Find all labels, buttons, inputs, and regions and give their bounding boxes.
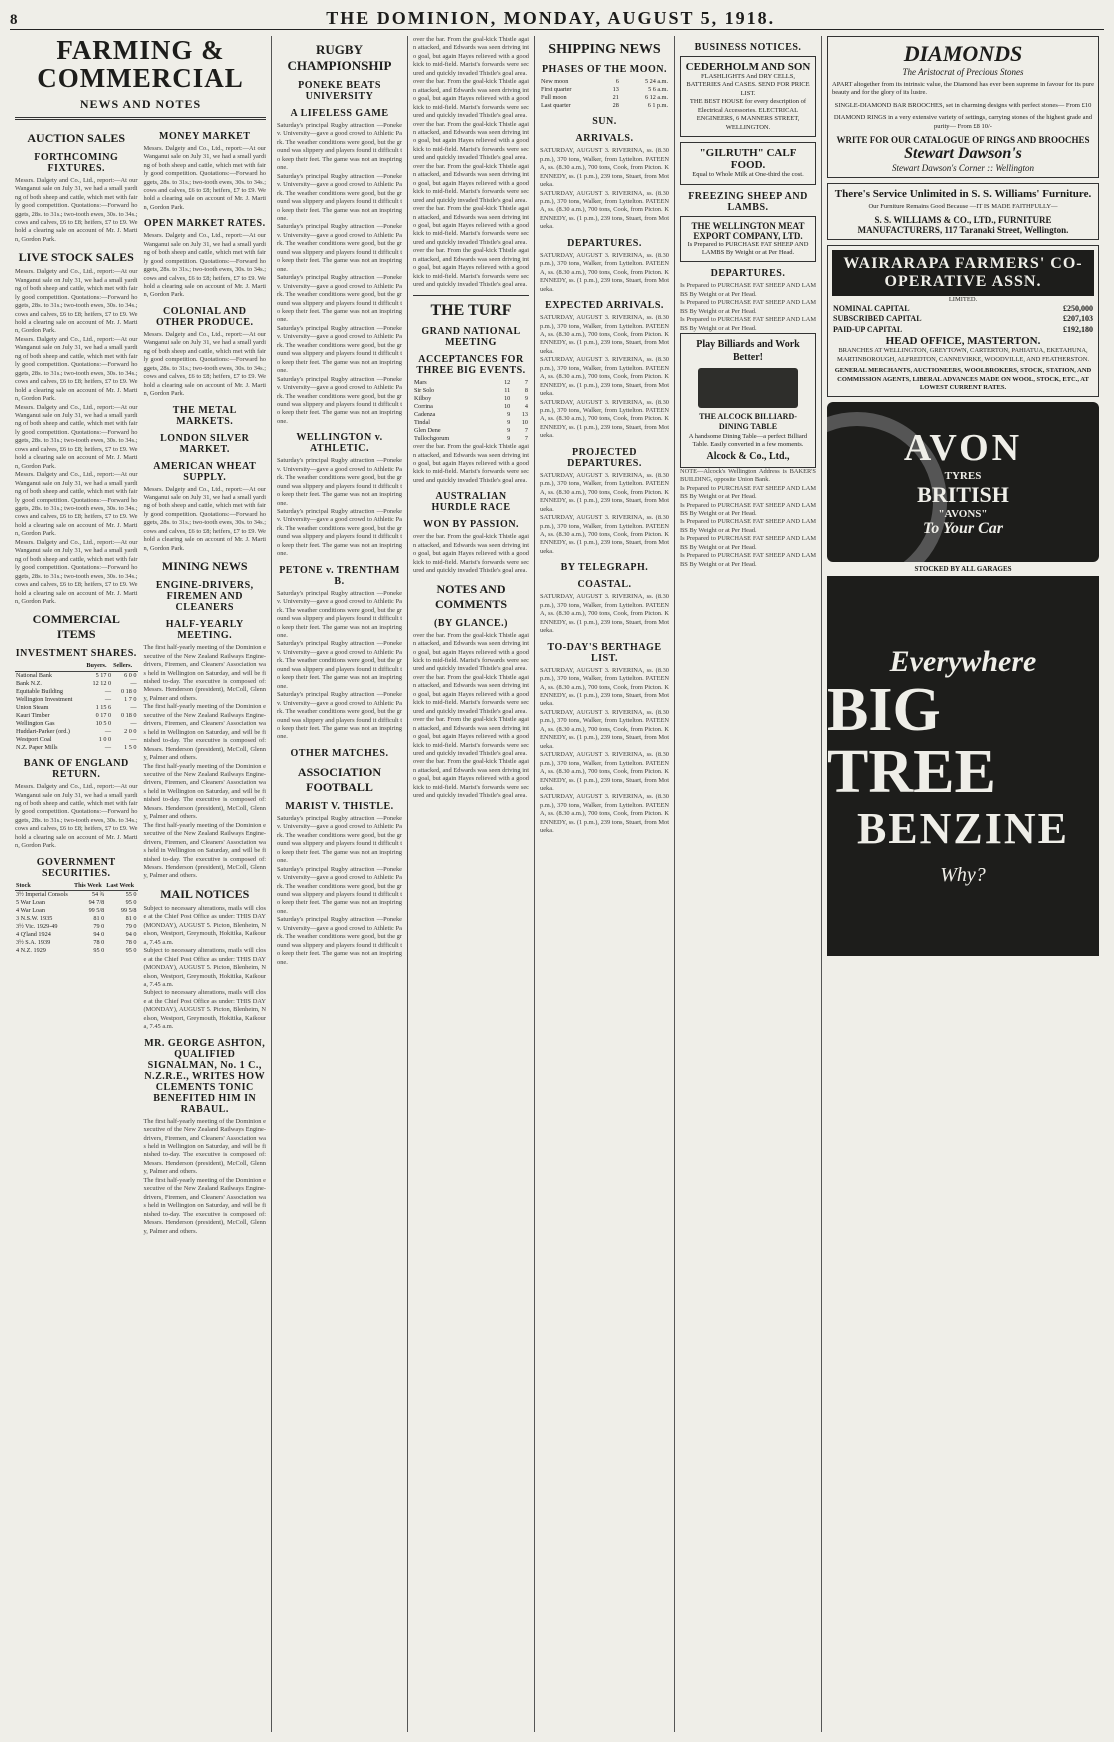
table-row: SUBSCRIBED CAPITAL £207,103	[833, 314, 1093, 324]
departures-text: SATURDAY, AUGUST 3. RIVERINA, ss. (8.30 p.m.), 370 tons, Walker, from Lyttelton. PATEENA, ss. (8.30 a.m.), 700 tons, Cook, from Picton. KENNEDY, ss. (1 p.m.), 239 tons, Stuart, from Motueka.	[540, 251, 671, 293]
fixtures-head: FORTHCOMING FIXTURES.	[34, 151, 119, 174]
table-row: 3 N.S.W. 1935 81 0 81 0	[16, 915, 137, 922]
column-shipping	[535, 36, 675, 1732]
rugby-subhead2: A LIFELESS GAME	[290, 108, 389, 119]
rugby-text-4: Saturday's principal Rugby attraction —Poneke v. University—gave a good crowd to Athletic Park. The weather conditions were good, but the ground was slippery and players found it difficult to keep their feet. The game was not an inspiring one.	[277, 274, 404, 324]
column-turf	[408, 36, 535, 1732]
money-market-head: MONEY MARKET	[159, 130, 251, 142]
berthage-text: SATURDAY, AUGUST 3. RIVERINA, ss. (8.30 p.m.), 370 tons, Walker, from Lyttelton. PATEENA, ss. (8.30 a.m.), 700 tons, Cook, from Picton. KENNEDY, ss. (1 p.m.), 239 tons, Stuart, from Motueka.	[540, 666, 671, 708]
projected-text: SATURDAY, AUGUST 3. RIVERINA, ss. (8.30 p.m.), 370 tons, Walker, from Lyttelton. PATEENA, ss. (8.30 a.m.), 700 tons, Cook, from Picton. KENNEDY, ss. (1 p.m.), 239 tons, Stuart, from Motueka.	[540, 471, 671, 513]
association-head: ASSOCIATION FOOTBALL	[297, 764, 382, 794]
other-matches-head: OTHER MATCHES.	[290, 747, 389, 759]
arrivals-head: ARRIVALS.	[575, 133, 634, 145]
wellington-athletic-head: WELLINGTON v. ATHLETIC.	[296, 432, 383, 455]
shipping-headline: SHIPPING NEWS	[548, 42, 661, 57]
freezing-head: FREEZING SHEEP AND LAMBS.	[688, 190, 808, 213]
table-row: 4 War Loan 99 5/8 99 5/8	[16, 906, 137, 914]
berthage-text-4: SATURDAY, AUGUST 3. RIVERINA, ss. (8.30 p.m.), 370 tons, Walker, from Lyttelton. PATEENA, ss. (8.30 a.m.), 700 tons, Cook, from Picton. KENNEDY, ss. (1 p.m.), 239 tons, Stuart, from Motueka.	[540, 793, 671, 835]
notes-text: over the bar. From the goal-kick Thistle again attacked, and Edwards was seen driving into goal, but again Hayes relieved with a good kick to mid-field. Marist's forwards were secured and quickly invaded Thistle's goal area.	[413, 631, 531, 673]
col5-departures-text-3: Is Prepared to PURCHASE FAT SHEEP AND LAMBS By Weight or at Per Head.	[680, 316, 816, 332]
bank-head: BANK OF ENGLAND RETURN.	[23, 758, 129, 781]
col5-text: Is Prepared to PURCHASE FAT SHEEP AND LAMBS By Weight or at Per Head.	[680, 484, 816, 501]
notes-byline: (BY GLANCE.)	[434, 617, 508, 629]
table-row: Glen Dene 9 7	[414, 426, 528, 434]
table-row: Huddart-Parker (ord.) — 2 0 0	[16, 727, 137, 735]
auction-sales-head: AUCTION SALES	[27, 130, 126, 145]
colonial-text: Messrs. Dalgety and Co., Ltd., report:—At our Wanganui sale on July 31, we had a small yarding of both sheep and cattle, which met with fairly good competition. Quotations:—Forward hoggets, 28s. to 31s.; two-tooth ewes, 30s. to 34s.; cows and calves, £6 to £8; heifers, £7 to £9. We hold a clearing sale on account of Mr. J. Martin, Gordon Park.	[143, 330, 268, 398]
table-row: NOMINAL CAPITAL £250,000	[833, 304, 1093, 314]
col5-departures-text: Is Prepared to PURCHASE FAT SHEEP AND LAMBS By Weight or at Per Head.	[680, 282, 816, 298]
table-row: 3½ S.A. 1939 78 0 78 0	[16, 939, 137, 947]
table-row: First quarter 13 5 6 a.m.	[541, 86, 668, 94]
masthead	[10, 8, 1104, 30]
table-row: Mars 12 7	[414, 378, 528, 386]
wellington-text-2: Saturday's principal Rugby attraction —Poneke v. University—gave a good crowd to Athletic Park. The weather conditions were good, but the ground was slippery and players found it difficult to keep their feet. The game was not an inspiring one.	[277, 508, 404, 558]
rugby-text-2: Saturday's principal Rugby attraction —Poneke v. University—gave a good crowd to Athletic Park. The weather conditions were good, but the ground was slippery and players found it difficult to keep their feet. The game was not an inspiring one.	[277, 172, 404, 222]
marist-cont-5: over the bar. From the goal-kick Thistle again attacked, and Edwards was seen driving into goal, but again Hayes relieved with a good kick to mid-field. Marist's forwards were secured and quickly invaded Thistle's goal area.	[413, 205, 531, 246]
rugby-headline: RUGBY CHAMPIONSHIP	[287, 42, 392, 73]
livestock-text-2: Messrs. Dalgety and Co., Ltd., report:—At our Wanganui sale on July 31, we had a small yarding of both sheep and cattle, which met with fairly good competition. Quotations:—Forward hoggets, 28s. to 31s.; two-tooth ewes, 30s. to 34s.; cows and calves, £6 to £8; heifers, £7 to £9. We hold a clearing sale on account of Mr. J. Martin, Gordon Park.	[15, 335, 140, 403]
table-row: Equitable Building — 0 18 0	[16, 687, 137, 695]
marist-cont-3: over the bar. From the goal-kick Thistle again attacked, and Edwards was seen driving into goal, but again Hayes relieved with a good kick to mid-field. Marist's forwards were secured and quickly invaded Thistle's goal area.	[413, 120, 531, 162]
silver-head: LONDON SILVER MARKET.	[160, 432, 250, 455]
page-number: 8	[10, 12, 18, 28]
table-row: 3½ Vic. 1929-49 79 0 79 0	[16, 923, 137, 931]
investment-table: Buyers. Sellers. National Bank 5 17 0 6 0 0 Bank N.Z. 12 12 0 — Equitable Building — 0 18 0 Wellington Investment — 1 7 0 Union Steam 1 15 6 — Kauri Timber 0 17 0 0 18 0 Wellington Gas 10 5 0 — Huddart-Parker (ord.) — 2 0 0 Westport Coal 1 0 0 — N.Z. Paper Mills — 1 5 0	[16, 662, 137, 752]
marist-cont-2: over the bar. From the goal-kick Thistle again attacked, and Edwards was seen driving into goal, but again Hayes relieved with a good kick to mid-field. Marist's forwards were secured and quickly invaded Thistle's goal area.	[413, 78, 531, 120]
cederholm-ad: CEDERHOLM AND SON FLASHLIGHTS And DRY CELLS, BATTERIES And CASES. SEND FOR PRICE LIST. THE BEST HOUSE for every description of Electrical Accessories. ELECTRICAL ENGINEERS, 6 MANNERS STREET, WELLINGTON.	[680, 56, 816, 137]
engine-text: The first half-yearly meeting of the Dominion executive of the New Zealand Railways Engine-drivers, Firemen, and Cleaners' Association was held in Wellington on Saturday, and will be finished to-day. The executive is composed of: Messrs. Henderson (president), McColl, Glenny, Palmer and others.	[143, 644, 268, 702]
col5-text-2: Is Prepared to PURCHASE FAT SHEEP AND LAMBS By Weight or at Per Head.	[680, 501, 816, 518]
telegraph-head: BY TELEGRAPH.	[560, 562, 649, 574]
avon-tyres-ad: AVON TYRES BRITISH "AVONS" To Your Car	[827, 402, 1099, 562]
livestock-head: LIVE STOCK SALES	[18, 250, 134, 265]
rugby-text-3: Saturday's principal Rugby attraction —Poneke v. University—gave a good crowd to Athletic Park. The weather conditions were good, but the ground was slippery and players found it difficult to keep their feet. The game was not an inspiring one.	[277, 223, 404, 273]
livestock-text-3: Messrs. Dalgety and Co., Ltd., report:—At our Wanganui sale on July 31, we had a small yarding of both sheep and cattle, which met with fairly good competition. Quotations:—Forward hoggets, 28s. to 31s.; two-tooth ewes, 30s. to 34s.; cows and calves, £6 to £8; heifers, £7 to £9. We hold a clearing sale on account of Mr. J. Martin, Gordon Park.	[15, 403, 140, 470]
wheat-head: AMERICAN WHEAT SUPPLY.	[153, 460, 257, 483]
metal-head: THE METAL MARKETS.	[172, 404, 237, 427]
money-text: Messrs. Dalgety and Co., Ltd., report:—At our Wanganui sale on July 31, we had a small yarding of both sheep and cattle, which met with fairly good competition. Quotations:—Forward hoggets, 28s. to 31s.; two-tooth ewes, 30s. to 34s.; cows and calves, £6 to £8; heifers, £7 to £9. We hold a clearing sale on account of Mr. J. Martin, Gordon Park.	[143, 144, 268, 211]
marist-cont-6: over the bar. From the goal-kick Thistle again attacked, and Edwards was seen driving into goal, but again Hayes relieved with a good kick to mid-field. Marist's forwards were secured and quickly invaded Thistle's goal area.	[413, 247, 531, 289]
expected-text-3: SATURDAY, AUGUST 3. RIVERINA, ss. (8.30 p.m.), 370 tons, Walker, from Lyttelton. PATEENA, ss. (8.30 a.m.), 700 tons, Cook, from Picton. KENNEDY, ss. (1 p.m.), 239 tons, Stuart, from Motueka.	[540, 398, 671, 440]
auction-text: Messrs. Dalgety and Co., Ltd., report:—At our Wanganui sale on July 31, we had a small yarding of both sheep and cattle, which met with fairly good competition. Quotations:—Forward hoggets, 28s. to 31s.; two-tooth ewes, 30s. to 34s.; cows and calves, £6 to £8; heifers, £7 to £9. We hold a clearing sale on account of Mr. J. Martin, Gordon Park.	[15, 176, 140, 243]
table-row: Westport Coal 1 0 0 —	[16, 736, 137, 743]
petone-head: PETONE v. TRENTHAM B.	[279, 564, 400, 587]
wellington-text: Saturday's principal Rugby attraction —Poneke v. University—gave a good crowd to Athletic Park. The weather conditions were good, but the ground was slippery and players found it difficult to keep their feet. The game was not an inspiring one.	[277, 457, 404, 507]
ashton-text-2: The first half-yearly meeting of the Dominion executive of the New Zealand Railways Engine-drivers, Firemen, and Cleaners' Association was held in Wellington on Saturday, and will be finished to-day. The executive is composed of: Messrs. Henderson (president), McColl, Glenny, Palmer and others.	[143, 1176, 268, 1235]
rugby-text-6: Saturday's principal Rugby attraction —Poneke v. University—gave a good crowd to Athletic Park. The weather conditions were good, but the ground was slippery and players found it difficult to keep their feet. The game was not an inspiring one.	[277, 375, 404, 425]
marist-cont-4: over the bar. From the goal-kick Thistle again attacked, and Edwards was seen driving into goal, but again Hayes relieved with a good kick to mid-field. Marist's forwards were secured and quickly invaded Thistle's goal area.	[413, 162, 531, 204]
farming-subhead: NEWS AND NOTES	[79, 96, 202, 111]
arrivals-text: SATURDAY, AUGUST 3. RIVERINA, ss. (8.30 p.m.), 370 tons, Walker, from Lyttelton. PATEENA, ss. (8.30 a.m.), 700 tons, Cook, from Picton. KENNEDY, ss. (1 p.m.), 239 tons, Stuart, from Motueka.	[540, 147, 671, 189]
livestock-text: Messrs. Dalgety and Co., Ltd., report:—At our Wanganui sale on July 31, we had a small yarding of both sheep and cattle, which met with fairly good competition. Quotations:—Forward hoggets, 28s. to 31s.; two-tooth ewes, 30s. to 34s.; cows and calves, £6 to £8; heifers, £7 to £9. We hold a clearing sale on account of Mr. J. Martin, Gordon Park.	[15, 268, 140, 335]
marist-cont: over the bar. From the goal-kick Thistle again attacked, and Edwards was seen driving into goal, but again Hayes relieved with a good kick to mid-field. Marist's forwards were secured and quickly invaded Thistle's goal area.	[413, 36, 531, 77]
sun-head: SUN.	[592, 116, 617, 128]
turf-headline: THE TURF	[430, 301, 512, 319]
expected-text: SATURDAY, AUGUST 3. RIVERINA, ss. (8.30 p.m.), 370 tons, Walker, from Lyttelton. PATEENA, ss. (8.30 a.m.), 700 tons, Cook, from Picton. KENNEDY, ss. (1 p.m.), 239 tons, Stuart, from Motueka.	[540, 314, 671, 355]
col5-departures-text-2: Is Prepared to PURCHASE FAT SHEEP AND LAMBS By Weight or at Per Head.	[680, 299, 816, 315]
govt-head: GOVERNMENT SECURITIES.	[36, 856, 116, 879]
colonial-head: COLONIAL AND OTHER PRODUCE.	[155, 305, 254, 328]
livestock-text-5: Messrs. Dalgety and Co., Ltd., report:—At our Wanganui sale on July 31, we had a small yarding of both sheep and cattle, which met with fairly good competition. Quotations:—Forward hoggets, 28s. to 31s.; two-tooth ewes, 30s. to 34s.; cows and calves, £6 to £8; heifers, £7 to £9. We hold a clearing sale on account of Mr. J. Martin, Gordon Park.	[15, 538, 140, 605]
col5-text-4: Is Prepared to PURCHASE FAT SHEEP AND LAMBS By Weight or at Per Head.	[680, 535, 816, 551]
rugby-text-5: Saturday's principal Rugby attraction —Poneke v. University—gave a good crowd to Athletic Park. The weather conditions were good, but the ground was slippery and players found it difficult to keep their feet. The game was not an inspiring one.	[277, 324, 404, 375]
entries-table	[413, 379, 529, 444]
commercial-head: COMMERCIAL ITEMS	[32, 612, 120, 642]
notes-head: NOTES AND COMMENTS	[435, 581, 507, 611]
table-row: 3½ Imperial Consols 54 ¾ 55 0	[16, 890, 137, 898]
ashton-head: MR. GEORGE ASHTON, QUALIFIED SIGNALMAN, No. 1 C., N.Z.R.E., WRITES HOW CLEMENTS TONIC BENEFITED HIM IN RABAUL.	[144, 1037, 266, 1115]
petone-text: Saturday's principal Rugby attraction —Poneke v. University—gave a good crowd to Athletic Park. The weather conditions were good, but the ground was slippery and players found it difficult to keep their feet. The game was not an inspiring one.	[277, 589, 404, 640]
engine-text-3: The first half-yearly meeting of the Dominion executive of the New Zealand Railways Engine-drivers, Firemen, and Cleaners' Association was held in Wellington on Saturday, and will be finished to-day. The executive is composed of: Messrs. Henderson (president), McColl, Glenny, Palmer and others.	[143, 762, 268, 821]
berthage-text-3: SATURDAY, AUGUST 3. RIVERINA, ss. (8.30 p.m.), 370 tons, Walker, from Lyttelton. PATEENA, ss. (8.30 a.m.), 700 tons, Cook, from Picton. KENNEDY, ss. (1 p.m.), 239 tons, Stuart, from Motueka.	[540, 751, 671, 792]
meat-export-ad: THE WELLINGTON MEAT EXPORT COMPANY, LTD. Is Prepared to PURCHASE FAT SHEEP AND LAMBS By Weight or at Per Head.	[680, 216, 816, 263]
farming-headline: FARMING & COMMERCIAL	[37, 36, 244, 94]
turf-text: over the bar. From the goal-kick Thistle again attacked, and Edwards was seen driving into goal, but again Hayes relieved with a good kick to mid-field. Marist's forwards were secured and quickly invaded Thistle's goal area.	[413, 443, 531, 484]
bank-text: Messrs. Dalgety and Co., Ltd., report:—At our Wanganui sale on July 31, we had a small yarding of both sheep and cattle, which met with fairly good competition. Quotations:—Forward hoggets, 28s. to 31s.; two-tooth ewes, 30s. to 34s.; cows and calves, £6 to £8; heifers, £7 to £9. We hold a clearing sale on account of Mr. J. Martin, Gordon Park.	[15, 783, 140, 850]
open-market-head: OPEN MARKET RATES.	[143, 218, 266, 230]
engine-text-2: The first half-yearly meeting of the Dominion executive of the New Zealand Railways Engine-drivers, Firemen, and Cleaners' Association was held in Wellington on Saturday, and will be finished to-day. The executive is composed of: Messrs. Henderson (president), McColl, Glenny, Palmer and others.	[143, 703, 268, 762]
coastal-head: COASTAL.	[577, 579, 632, 591]
table-row: Union Steam 1 15 6 —	[16, 703, 137, 711]
diamonds-ad: DIAMONDS The Aristocrat of Precious Stones APART altogether from its intrinsic value, the Diamond has ever been supreme in favour for its pure beauty and for the glory of its lustre. SINGLE-DIAMOND BAR BROOCHES, set in charming designs with perfect stones— From £10 DIAMOND RINGS in a very extensive variety of settings, carrying stones of the highest grade and purity— From £8 10/- WRITE FOR OUR CATALOGUE OF RINGS AND BROOCHES Stewart Dawson's Stewart Dawson's Corner :: Wellington	[827, 36, 1099, 178]
col5-text-5: Is Prepared to PURCHASE FAT SHEEP AND LAMBS By Weight or at Per Head.	[680, 552, 816, 568]
table-row: Kilboy 10 9	[414, 394, 528, 402]
table-row: Bank N.Z. 12 12 0 —	[16, 679, 137, 687]
investment-head: INVESTMENT SHARES.	[15, 648, 137, 660]
table-row: Sir Solo 11 8	[414, 386, 528, 394]
mail-text-2: Subject to necessary alterations, mails will close at the Chief Post Office as under: THIS DAY (MONDAY), AUGUST 5. Picton, Blenheim, Nelson, Westport, Greymouth, Hokitika, Kaikoura, 7.45 a.m.	[143, 947, 268, 988]
coastal-text: SATURDAY, AUGUST 3. RIVERINA, ss. (8.30 p.m.), 370 tons, Walker, from Lyttelton. PATEENA, ss. (8.30 a.m.), 700 tons, Cook, from Picton. KENNEDY, ss. (1 p.m.), 239 tons, Stuart, from Motueka.	[540, 593, 671, 635]
moon-table	[540, 78, 669, 110]
mail-text-3: Subject to necessary alterations, mails will close at the Chief Post Office as under: THIS DAY (MONDAY), AUGUST 5. Picton, Blenheim, Nelson, Westport, Greymouth, Hokitika, Kaikoura, 7.45 a.m.	[143, 989, 268, 1031]
table-row: Tindal 9 10	[414, 418, 528, 426]
williams-ad: There's Service Unlimited in S. S. Williams' Furniture. Our Furniture Remains Good Because —IT IS MADE FAITHFULLY— S. S. WILLIAMS & CO., LTD., FURNITURE MANUFACTURERS, 117 Taranaki Street, Wellington.	[827, 183, 1099, 239]
acceptances-head: ACCEPTANCES FOR THREE BIG EVENTS.	[416, 353, 526, 376]
moon-head: PHASES OF THE MOON.	[541, 64, 668, 75]
petone-text-2: Saturday's principal Rugby attraction —Poneke v. University—gave a good crowd to Athletic Park. The weather conditions were good, but the ground was slippery and players found it difficult to keep their feet. The game was not an inspiring one.	[277, 640, 404, 690]
engine-text-4: The first half-yearly meeting of the Dominion executive of the New Zealand Railways Engine-drivers, Firemen, and Cleaners' Association was held in Wellington on Saturday, and will be finished to-day. The executive is composed of: Messrs. Henderson (president), McColl, Glenny, Palmer and others.	[143, 821, 268, 880]
ashton-text: The first half-yearly meeting of the Dominion executive of the New Zealand Railways Engine-drivers, Firemen, and Cleaners' Association was held in Wellington on Saturday, and will be finished to-day. The executive is composed of: Messrs. Henderson (president), McColl, Glenny, Palmer and others.	[143, 1117, 268, 1176]
marist-text-2: Saturday's principal Rugby attraction —Poneke v. University—gave a good crowd to Athletic Park. The weather conditions were good, but the ground was slippery and players found it difficult to keep their feet. The game was not an inspiring one.	[277, 865, 404, 915]
table-row: PAID-UP CAPITAL £192,180	[833, 324, 1093, 334]
table-row: Wellington Investment — 1 7 0	[16, 695, 137, 703]
gilruth-ad: "GILRUTH" CALF FOOD. Equal to Whole Milk at One-third the cost.	[680, 142, 816, 184]
hurdle-text: over the bar. From the goal-kick Thistle again attacked, and Edwards was seen driving into goal, but again Hayes relieved with a good kick to mid-field. Marist's forwards were secured and quickly invaded Thistle's goal area.	[413, 533, 531, 575]
mail-head: MAIL NOTICES	[160, 886, 250, 901]
table-row: Tullochgorum 9 7	[414, 435, 528, 443]
hurdle-head: AUSTRALIAN HURDLE RACE	[431, 491, 511, 514]
notes-text-4: over the bar. From the goal-kick Thistle again attacked, and Edwards was seen driving into goal, but again Hayes relieved with a good kick to mid-field. Marist's forwards were secured and quickly invaded Thistle's goal area.	[413, 758, 531, 800]
column-business	[675, 36, 822, 1732]
expected-head: EXPECTED ARRIVALS.	[545, 300, 664, 312]
alcock-note: NOTE—Alcock's Wellington Address is BAKER'S BUILDING, opposite Union Bank.	[680, 467, 818, 484]
table-row: 5 War Loan 94 7/8 95 0	[16, 898, 137, 906]
arrivals-text-2: SATURDAY, AUGUST 3. RIVERINA, ss. (8.30 p.m.), 370 tons, Walker, from Lyttelton. PATEENA, ss. (8.30 a.m.), 700 tons, Cook, from Picton. KENNEDY, ss. (1 p.m.), 239 tons, Stuart, from Motueka.	[540, 189, 671, 231]
projected-head: PROJECTED DEPARTURES.	[567, 446, 642, 469]
table-row: New moon 6 5 24 a.m.	[541, 78, 668, 85]
table-row: Kauri Timber 0 17 0 0 18 0	[16, 711, 137, 719]
column-farming	[10, 36, 272, 1732]
rugby-text: Saturday's principal Rugby attraction —Poneke v. University—gave a good crowd to Athletic Park. The weather conditions were good, but the ground was slippery and players found it difficult to keep their feet. The game was not an inspiring one.	[277, 122, 404, 172]
masthead-title: THE DOMINION, MONDAY, AUGUST 5, 1918.	[326, 8, 776, 28]
projected-text-2: SATURDAY, AUGUST 3. RIVERINA, ss. (8.30 p.m.), 370 tons, Walker, from Lyttelton. PATEENA, ss. (8.30 a.m.), 700 tons, Cook, from Picton. KENNEDY, ss. (1 p.m.), 239 tons, Stuart, from Motueka.	[540, 514, 671, 555]
livestock-text-4: Messrs. Dalgety and Co., Ltd., report:—At our Wanganui sale on July 31, we had a small yarding of both sheep and cattle, which met with fairly good competition. Quotations:—Forward hoggets, 28s. to 31s.; two-tooth ewes, 30s. to 34s.; cows and calves, £6 to £8; heifers, £7 to £9. We hold a clearing sale on account of Mr. J. Martin, Gordon Park.	[15, 471, 140, 538]
marist-head: MARIST V. THISTLE.	[285, 800, 394, 812]
halfyear-head: HALF-YEARLY MEETING.	[165, 619, 244, 642]
wairarapa-ad: WAIRARAPA FARMERS' CO-OPERATIVE ASSN. LIMITED. NOMINAL CAPITAL £250,000 SUBSCRIBED CAPITAL £207,103 PAID-UP CAPITAL £192,180 HEAD OFFICE, MASTERTON. BRANCHES AT WELLINGTON, GREYTOWN, CARTERTON, PAHIATUA, EKETAHUNA, MARTINBOROUGH, ALFREDTON, CANNEVIRKE, WOODVILLE, AND FEATHERSTON. GENERAL MERCHANTS, AUCTIONEERS, WOOLBROKERS, STOCK, STATION, AND COMMISSION AGENTS, LIBERAL ADVANCES MADE ON WOOL, STOCK, ETC., AT LOWEST CURRENT RATES.	[827, 245, 1099, 398]
avon-stocked: STOCKED BY ALL GARAGES	[914, 565, 1012, 574]
marist-text-3: Saturday's principal Rugby attraction —Poneke v. University—gave a good crowd to Athletic Park. The weather conditions were good, but the ground was slippery and players found it difficult to keep their feet. The game was not an inspiring one.	[277, 916, 404, 966]
col5-departures-head: DEPARTURES.	[710, 268, 786, 280]
rugby-subhead: PONEKE BEATS UNIVERSITY	[298, 80, 381, 102]
table-row: N.Z. Paper Mills — 1 5 0	[16, 744, 137, 752]
column-rugby	[272, 36, 408, 1732]
table-row: National Bank 5 17 0 6 0 0	[16, 671, 137, 679]
column-ads	[822, 36, 1104, 1732]
berthage-text-2: SATURDAY, AUGUST 3. RIVERINA, ss. (8.30 p.m.), 370 tons, Walker, from Lyttelton. PATEENA, ss. (8.30 a.m.), 700 tons, Cook, from Picton. KENNEDY, ss. (1 p.m.), 239 tons, Stuart, from Motueka.	[540, 708, 671, 750]
petone-text-3: Saturday's principal Rugby attraction —Poneke v. University—gave a good crowd to Athletic Park. The weather conditions were good, but the ground was slippery and players found it difficult to keep their feet. The game was not an inspiring one.	[277, 691, 404, 741]
open-market-text: Messrs. Dalgety and Co., Ltd., report:—At our Wanganui sale on July 31, we had a small yarding of both sheep and cattle, which met with fairly good competition. Quotations:—Forward hoggets, 28s. to 31s.; two-tooth ewes, 30s. to 34s.; cows and calves, £6 to £8; heifers, £7 to £9. We hold a clearing sale on account of Mr. J. Martin, Gordon Park.	[143, 232, 268, 299]
expected-text-2: SATURDAY, AUGUST 3. RIVERINA, ss. (8.30 p.m.), 370 tons, Walker, from Lyttelton. PATEENA, ss. (8.30 a.m.), 700 tons, Cook, from Picton. KENNEDY, ss. (1 p.m.), 239 tons, Stuart, from Motueka.	[540, 356, 671, 398]
govt-table: Stock This Week Last Week 3½ Imperial Consols 54 ¾ 55 0 5 War Loan 94 7/8 95 0 4 War Loan 99 5/8 99 5/8 3 N.S.W. 1935 81 0 81 0 3½ Vic. 1929-49 79 0 79 0 4 Q'land 1924 94 0 94 0 3½ S.A. 1939 78 0 78 0 4 N.Z. 1929 95 0 95 0	[16, 881, 137, 955]
table-row: Last quarter 28 6 1 p.m.	[541, 102, 668, 110]
table-row: Wellington Gas 10 5 0 —	[16, 719, 137, 727]
wheat-text: Messrs. Dalgety and Co., Ltd., report:—At our Wanganui sale on July 31, we had a small yarding of both sheep and cattle, which met with fairly good competition. Quotations:—Forward hoggets, 28s. to 31s.; two-tooth ewes, 30s. to 34s.; cows and calves, £6 to £8; heifers, £7 to £9. We hold a clearing sale on account of Mr. J. Martin, Gordon Park.	[143, 485, 268, 552]
gnm-head: GRAND NATIONAL MEETING	[421, 325, 521, 348]
mining-head: MINING NEWS	[161, 559, 248, 574]
departures-head: DEPARTURES.	[567, 237, 642, 249]
benzine-ad: Everywhere BIG TREE BENZINE Why?	[827, 576, 1099, 956]
engine-head: ENGINE-DRIVERS, FIREMEN AND CLEANERS	[155, 580, 254, 614]
business-head: BUSINESS NOTICES.	[694, 42, 802, 53]
table-row: 4 N.Z. 1929 95 0 95 0	[16, 947, 137, 955]
mail-text: Subject to necessary alterations, mails will close at the Chief Post Office as under: THIS DAY (MONDAY), AUGUST 5. Picton, Blenheim, Nelson, Westport, Greymouth, Hokitika, Kaikoura, 7.45 a.m.	[143, 904, 268, 946]
won-head: WON BY PASSION.	[422, 519, 520, 531]
billiard-table-illustration	[698, 368, 799, 408]
notes-text-2: over the bar. From the goal-kick Thistle again attacked, and Edwards was seen driving into goal, but again Hayes relieved with a good kick to mid-field. Marist's forwards were secured and quickly invaded Thistle's goal area.	[413, 673, 531, 715]
notes-text-3: over the bar. From the goal-kick Thistle again attacked, and Edwards was seen driving into goal, but again Hayes relieved with a good kick to mid-field. Marist's forwards were secured and quickly invaded Thistle's goal area.	[413, 716, 531, 757]
col5-text-3: Is Prepared to PURCHASE FAT SHEEP AND LAMBS By Weight or at Per Head.	[680, 518, 816, 534]
berthage-head: TO-DAY'S BERTHAGE LIST.	[547, 641, 662, 664]
table-row: Cadenza 9 13	[414, 410, 528, 418]
table-row: 4 Q'land 1924 94 0 94 0	[16, 931, 137, 939]
table-row: Corrina 10 4	[414, 402, 528, 410]
billiard-ad: Play Billiards and Work Better! THE ALCOCK BILLIARD-DINING TABLE A handsome Dining Table—a perfect Billiard Table. Easily converted in a few moments. Alcock & Co., Ltd.,	[680, 333, 816, 468]
marist-text: Saturday's principal Rugby attraction —Poneke v. University—gave a good crowd to Athletic Park. The weather conditions were good, but the ground was slippery and players found it difficult to keep their feet. The game was not an inspiring one.	[277, 814, 404, 865]
table-row: Full moon 21 6 12 a.m.	[541, 94, 668, 102]
